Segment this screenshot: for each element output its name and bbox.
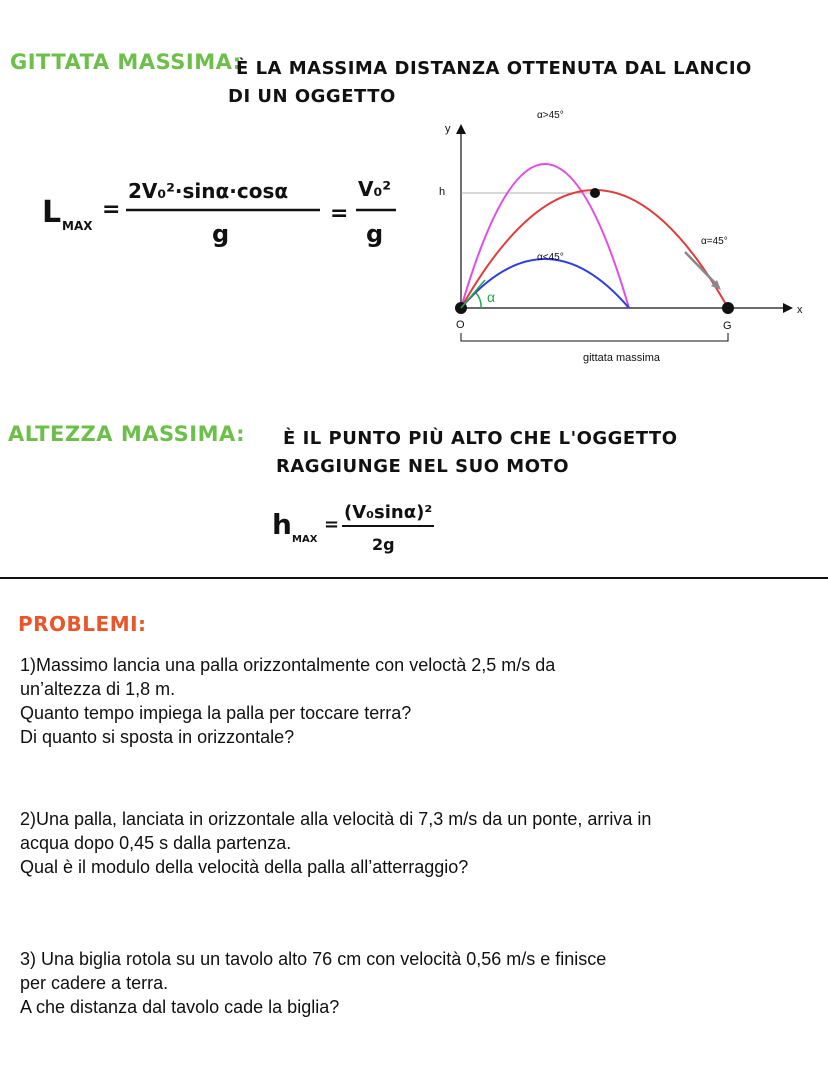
section-desc-line: È IL PUNTO PIÙ ALTO CHE L'OGGETTO xyxy=(283,428,678,449)
problem-2 xyxy=(20,807,651,879)
label-alpha-45: α=45° xyxy=(701,236,728,247)
angle-arc xyxy=(476,293,481,308)
formula-lhs-sub: MAX xyxy=(62,219,93,233)
range-label: gittata massima xyxy=(583,352,661,364)
problem-line: Qual è il modulo della velocità della palla all’atterraggio? xyxy=(20,857,469,877)
label-alpha-greater-45: α>45° xyxy=(537,110,564,121)
problem-line: 1)Massimo lancia una palla orizzontalmente con veloctà 2,5 m/s da xyxy=(20,655,556,675)
problem-line: per cadere a terra. xyxy=(20,973,169,993)
problem-line: A che distanza dal tavolo cade la biglia? xyxy=(20,997,340,1017)
svg-text:=: = xyxy=(102,197,121,222)
g-label: G xyxy=(723,320,732,332)
angle-label: α xyxy=(487,289,496,305)
formula-lhs: h xyxy=(272,508,292,541)
formula-gittata xyxy=(40,160,420,260)
formula-denominator: g xyxy=(212,220,230,248)
section-title-altezza: ALTEZZA MASSIMA: xyxy=(8,422,246,446)
formula-numerator: 2V₀²·sinα·cosα xyxy=(128,179,289,203)
problem-3 xyxy=(20,947,606,1019)
svg-text:=: = xyxy=(324,514,340,535)
range-bracket xyxy=(461,333,728,341)
formula-lhs: L xyxy=(42,195,62,230)
curve-alpha-45 xyxy=(461,190,728,308)
section-title-gittata: GITTATA MASSIMA: xyxy=(10,50,242,74)
apex-point xyxy=(590,188,600,198)
trajectory-diagram xyxy=(425,100,825,370)
problem-line: Di quanto si sposta in orizzontale? xyxy=(20,727,295,747)
landing-point xyxy=(722,302,734,314)
section-desc-line: È LA MASSIMA DISTANZA OTTENUTA DAL LANCIO xyxy=(236,58,752,79)
h-label: h xyxy=(439,186,446,198)
problem-line: Quanto tempo impiega la palla per toccare terra? xyxy=(20,703,412,723)
section-divider xyxy=(0,577,828,579)
formula-numerator: (V₀sinα)² xyxy=(344,502,433,523)
direction-arrow xyxy=(685,252,716,284)
problem-1 xyxy=(20,653,555,749)
curve-alpha-greater-45 xyxy=(461,164,629,308)
y-axis-label: y xyxy=(445,123,451,135)
origin-label: O xyxy=(456,319,465,331)
problem-line: un’altezza di 1,8 m. xyxy=(20,679,176,699)
section-desc-line: RAGGIUNGE NEL SUO MOTO xyxy=(276,456,570,477)
formula-rhs-denominator: g xyxy=(366,220,384,248)
formula-denominator: 2g xyxy=(372,535,395,554)
svg-text:=: = xyxy=(330,201,349,226)
problem-line: 3) Una biglia rotola su un tavolo alto 76 cm con velocità 0,56 m/s e finisce xyxy=(20,949,607,969)
formula-rhs-numerator: V₀² xyxy=(358,177,391,201)
section-desc-line: DI UN OGGETTO xyxy=(228,86,396,107)
formula-lhs-sub: MAX xyxy=(292,534,318,545)
problems-title: PROBLEMI: xyxy=(18,612,147,636)
formula-altezza xyxy=(268,492,468,562)
x-axis-label: x xyxy=(797,304,803,316)
problem-line: acqua dopo 0,45 s dalla partenza. xyxy=(20,833,292,853)
problem-line: 2)Una palla, lanciata in orizzontale alla velocità di 7,3 m/s da un ponte, arriva in xyxy=(20,809,652,829)
label-alpha-less-45: α<45° xyxy=(537,252,564,263)
